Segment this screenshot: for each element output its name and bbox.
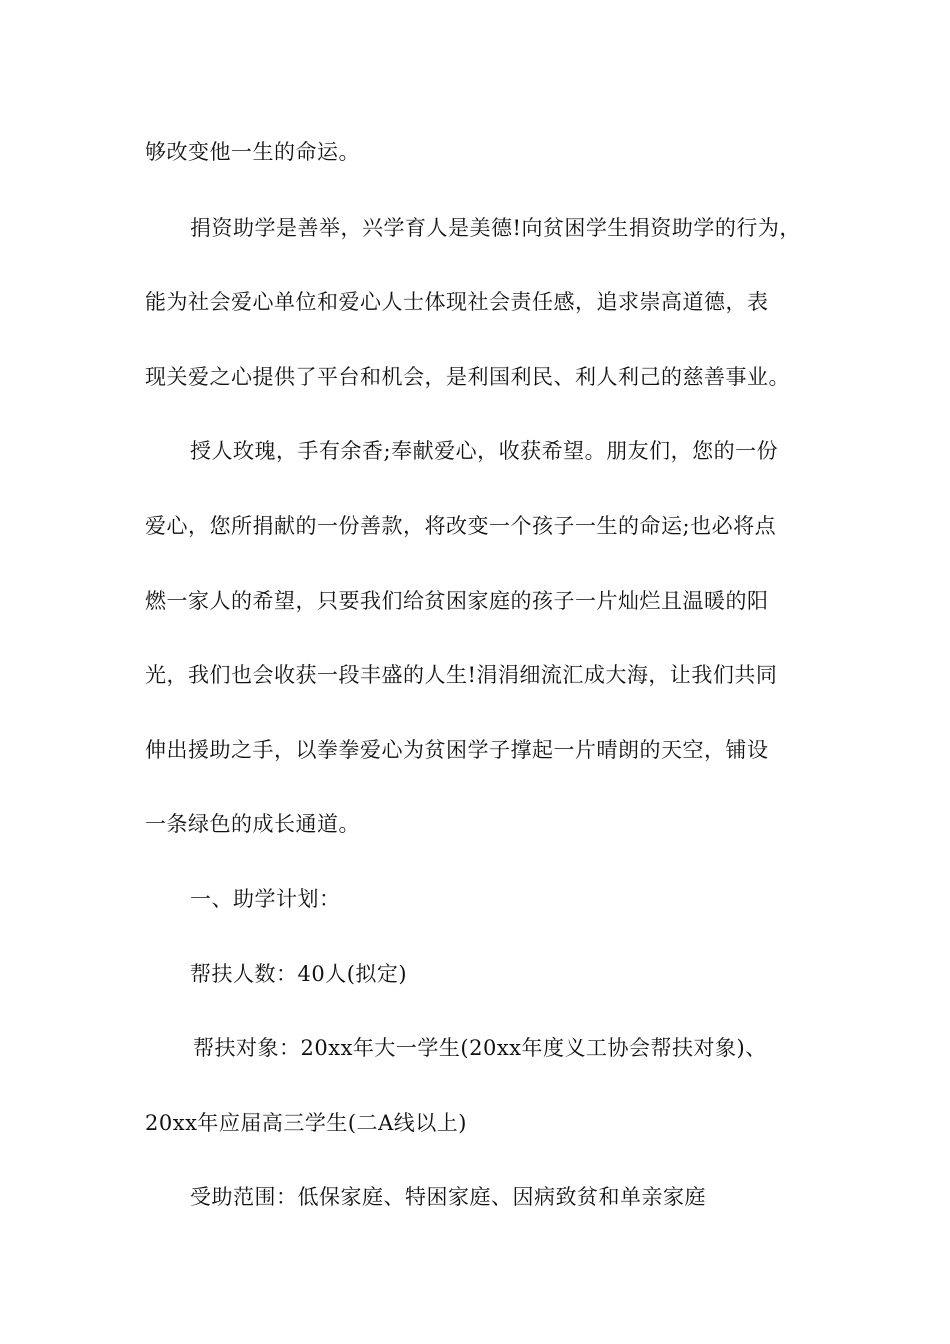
text-line: 伸出援助之手，以拳拳爱心为贫困学子撑起一片晴朗的天空，铺设: [145, 738, 769, 762]
plan-item-target: 帮扶对象：20xx年大一学生(20xx年度义工协会帮扶对象)、: [193, 1036, 767, 1060]
text-line: 光，我们也会收获一段丰盛的人生!涓涓细流汇成大海，让我们共同: [145, 663, 778, 687]
text-line: 能为社会爱心单位和爱心人士体现社会责任感，追求崇高道德，表: [145, 290, 769, 314]
text-line: 现关爱之心提供了平台和机会，是利国利民、利人利己的慈善事业。: [145, 365, 790, 389]
plan-item-scope: 受助范围：低保家庭、特困家庭、因病致贫和单亲家庭: [190, 1185, 706, 1209]
text-line: 20xx年应届高三学生(二A线以上): [145, 1111, 467, 1135]
section-heading: 一、助学计划：: [190, 887, 341, 911]
paragraph-start-line: 授人玫瑰，手有余香;奉献爱心，收获希望。朋友们，您的一份: [190, 439, 779, 463]
text-line: 燃一家人的希望，只要我们给贫困家庭的孩子一片灿烂且温暖的阳: [145, 589, 769, 613]
text-line: 爱心，您所捐献的一份善款，将改变一个孩子一生的命运;也必将点: [145, 514, 777, 538]
text-line: 一条绿色的成长通道。: [145, 812, 360, 836]
text-line: 够改变他一生的命运。: [145, 140, 360, 164]
plan-item-count: 帮扶人数：40人(拟定): [190, 962, 408, 986]
paragraph-start-line: 捐资助学是善举，兴学育人是美德!向贫困学生捐资助学的行为，: [190, 216, 801, 240]
